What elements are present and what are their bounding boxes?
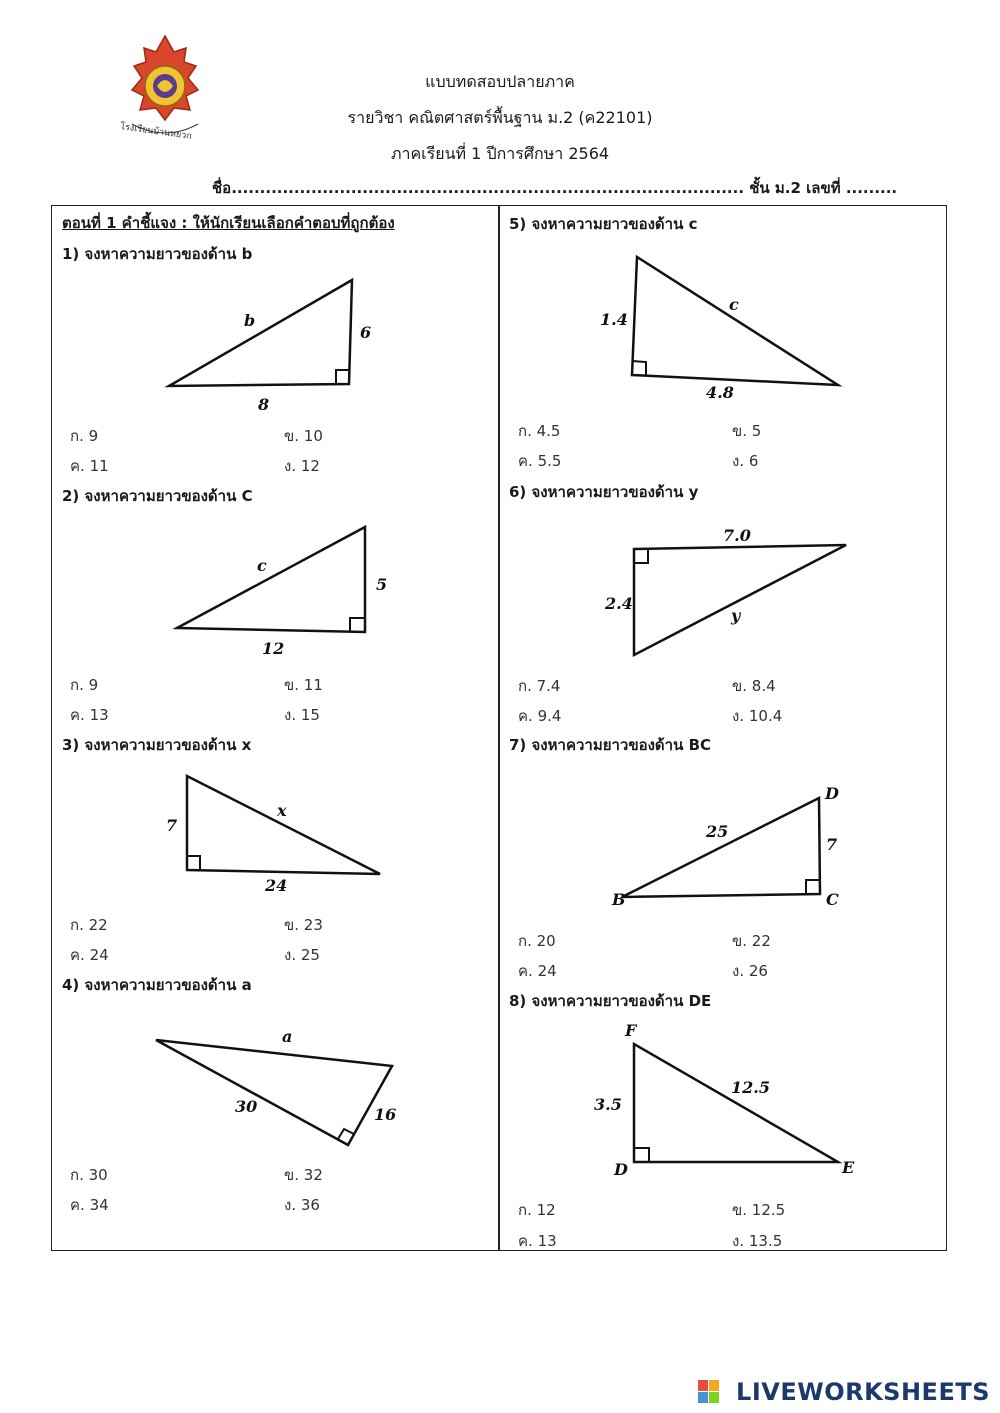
q2-option-b[interactable]: ข. 11 <box>284 676 323 694</box>
q8-option-a[interactable]: ก. 12 <box>518 1201 556 1219</box>
exam-subject: รายวิชา คณิตศาสตร์พื้นฐาน ม.2 (ค22101) <box>347 108 653 127</box>
side-label-16: 16 <box>374 1105 397 1124</box>
side-label-25: 25 <box>706 822 729 841</box>
q3-option-a[interactable]: ก. 22 <box>70 916 108 934</box>
vertex-label-D: D <box>614 1160 628 1179</box>
q6-option-a[interactable]: ก. 7.4 <box>518 677 561 695</box>
q4-option-a[interactable]: ก. 30 <box>70 1166 108 1184</box>
q5-option-d[interactable]: ง. 6 <box>732 452 759 470</box>
q4-option-d[interactable]: ง. 36 <box>284 1196 320 1214</box>
q7-option-a[interactable]: ก. 20 <box>518 932 556 950</box>
q6-option-b[interactable]: ข. 8.4 <box>732 677 776 695</box>
vertex-label-E: E <box>842 1158 855 1177</box>
vertex-label-C: C <box>826 890 839 909</box>
q4-option-b[interactable]: ข. 32 <box>284 1166 323 1184</box>
side-label-5: 5 <box>376 575 388 594</box>
side-label-7.0: 7.0 <box>723 526 751 545</box>
vertex-label-D: D <box>825 784 839 803</box>
q1-option-c[interactable]: ค. 11 <box>70 457 109 475</box>
school-name: โรงเรียนบ้านหยวก <box>119 122 193 142</box>
question-2-prompt: 2) จงหาความยาวของด้าน C <box>62 487 253 505</box>
q1-option-a[interactable]: ก. 9 <box>70 427 99 445</box>
student-info-line[interactable]: ชื่อ.......................................................................................... ชั้น ม.2 เลขที่ ......... <box>212 179 898 197</box>
side-label-x: x <box>277 801 287 820</box>
footer-brand: LIVEWORKSHEETS <box>736 1378 990 1406</box>
right-angle-mark <box>634 1148 649 1162</box>
q8-option-d[interactable]: ง. 13.5 <box>732 1232 783 1250</box>
q5-option-a[interactable]: ก. 4.5 <box>518 422 561 440</box>
side-label-24: 24 <box>265 876 288 895</box>
side-label-4.8: 4.8 <box>706 383 734 402</box>
q7-option-c[interactable]: ค. 24 <box>518 962 557 980</box>
q5-option-c[interactable]: ค. 5.5 <box>518 452 562 470</box>
q4-option-c[interactable]: ค. 34 <box>70 1196 109 1214</box>
q8-option-c[interactable]: ค. 13 <box>518 1232 557 1250</box>
side-label-c: c <box>729 295 739 314</box>
side-label-12.5: 12.5 <box>731 1078 770 1097</box>
side-label-1.4: 1.4 <box>600 310 628 329</box>
question-5-prompt: 5) จงหาความยาวของด้าน c <box>509 215 698 233</box>
vertex-label-B: B <box>612 890 626 909</box>
q1-option-d[interactable]: ง. 12 <box>284 457 320 475</box>
question-4-prompt: 4) จงหาความยาวของด้าน a <box>62 976 252 994</box>
question-7-prompt: 7) จงหาความยาวของด้าน BC <box>509 736 712 754</box>
side-label-7: 7 <box>166 816 178 835</box>
exam-title: แบบทดสอบปลายภาค <box>425 72 575 91</box>
side-label-y: y <box>731 606 741 625</box>
question-8-prompt: 8) จงหาความยาวของด้าน DE <box>509 992 712 1010</box>
exam-term: ภาคเรียนที่ 1 ปีการศึกษา 2564 <box>390 144 610 163</box>
q3-option-b[interactable]: ข. 23 <box>284 916 323 934</box>
side-label-6: 6 <box>360 323 372 342</box>
q3-option-c[interactable]: ค. 24 <box>70 946 109 964</box>
side-label-8: 8 <box>258 395 270 414</box>
q7-option-d[interactable]: ง. 26 <box>732 962 768 980</box>
question-3-prompt: 3) จงหาความยาวของด้าน x <box>62 736 252 754</box>
q6-option-d[interactable]: ง. 10.4 <box>732 707 783 725</box>
triangle <box>634 1044 838 1162</box>
liveworksheets-logo-icon <box>698 1380 720 1404</box>
side-label-30: 30 <box>235 1097 258 1116</box>
q6-option-c[interactable]: ค. 9.4 <box>518 707 562 725</box>
side-label-12: 12 <box>262 639 285 658</box>
side-label-c: c <box>257 556 267 575</box>
q3-option-d[interactable]: ง. 25 <box>284 946 320 964</box>
side-label-2.4: 2.4 <box>605 594 633 613</box>
question-6-prompt: 6) จงหาความยาวของด้าน y <box>509 483 699 501</box>
q1-option-b[interactable]: ข. 10 <box>284 427 323 445</box>
side-label-a: a <box>282 1027 293 1046</box>
q8-option-b[interactable]: ข. 12.5 <box>732 1201 786 1219</box>
question-1-prompt: 1) จงหาความยาวของด้าน b <box>62 245 253 263</box>
side-label-b: b <box>244 311 256 330</box>
side-label-3.5: 3.5 <box>594 1095 622 1114</box>
q2-option-a[interactable]: ก. 9 <box>70 676 99 694</box>
q7-option-b[interactable]: ข. 22 <box>732 932 771 950</box>
q5-option-b[interactable]: ข. 5 <box>732 422 762 440</box>
q2-option-d[interactable]: ง. 15 <box>284 706 320 724</box>
vertex-label-F: F <box>625 1021 637 1040</box>
q2-option-c[interactable]: ค. 13 <box>70 706 109 724</box>
side-label-7: 7 <box>826 835 838 854</box>
section-instruction: ตอนที่ 1 คำชี้แจง : ให้นักเรียนเลือกคำตอบที่ถูกต้อง <box>62 214 395 232</box>
